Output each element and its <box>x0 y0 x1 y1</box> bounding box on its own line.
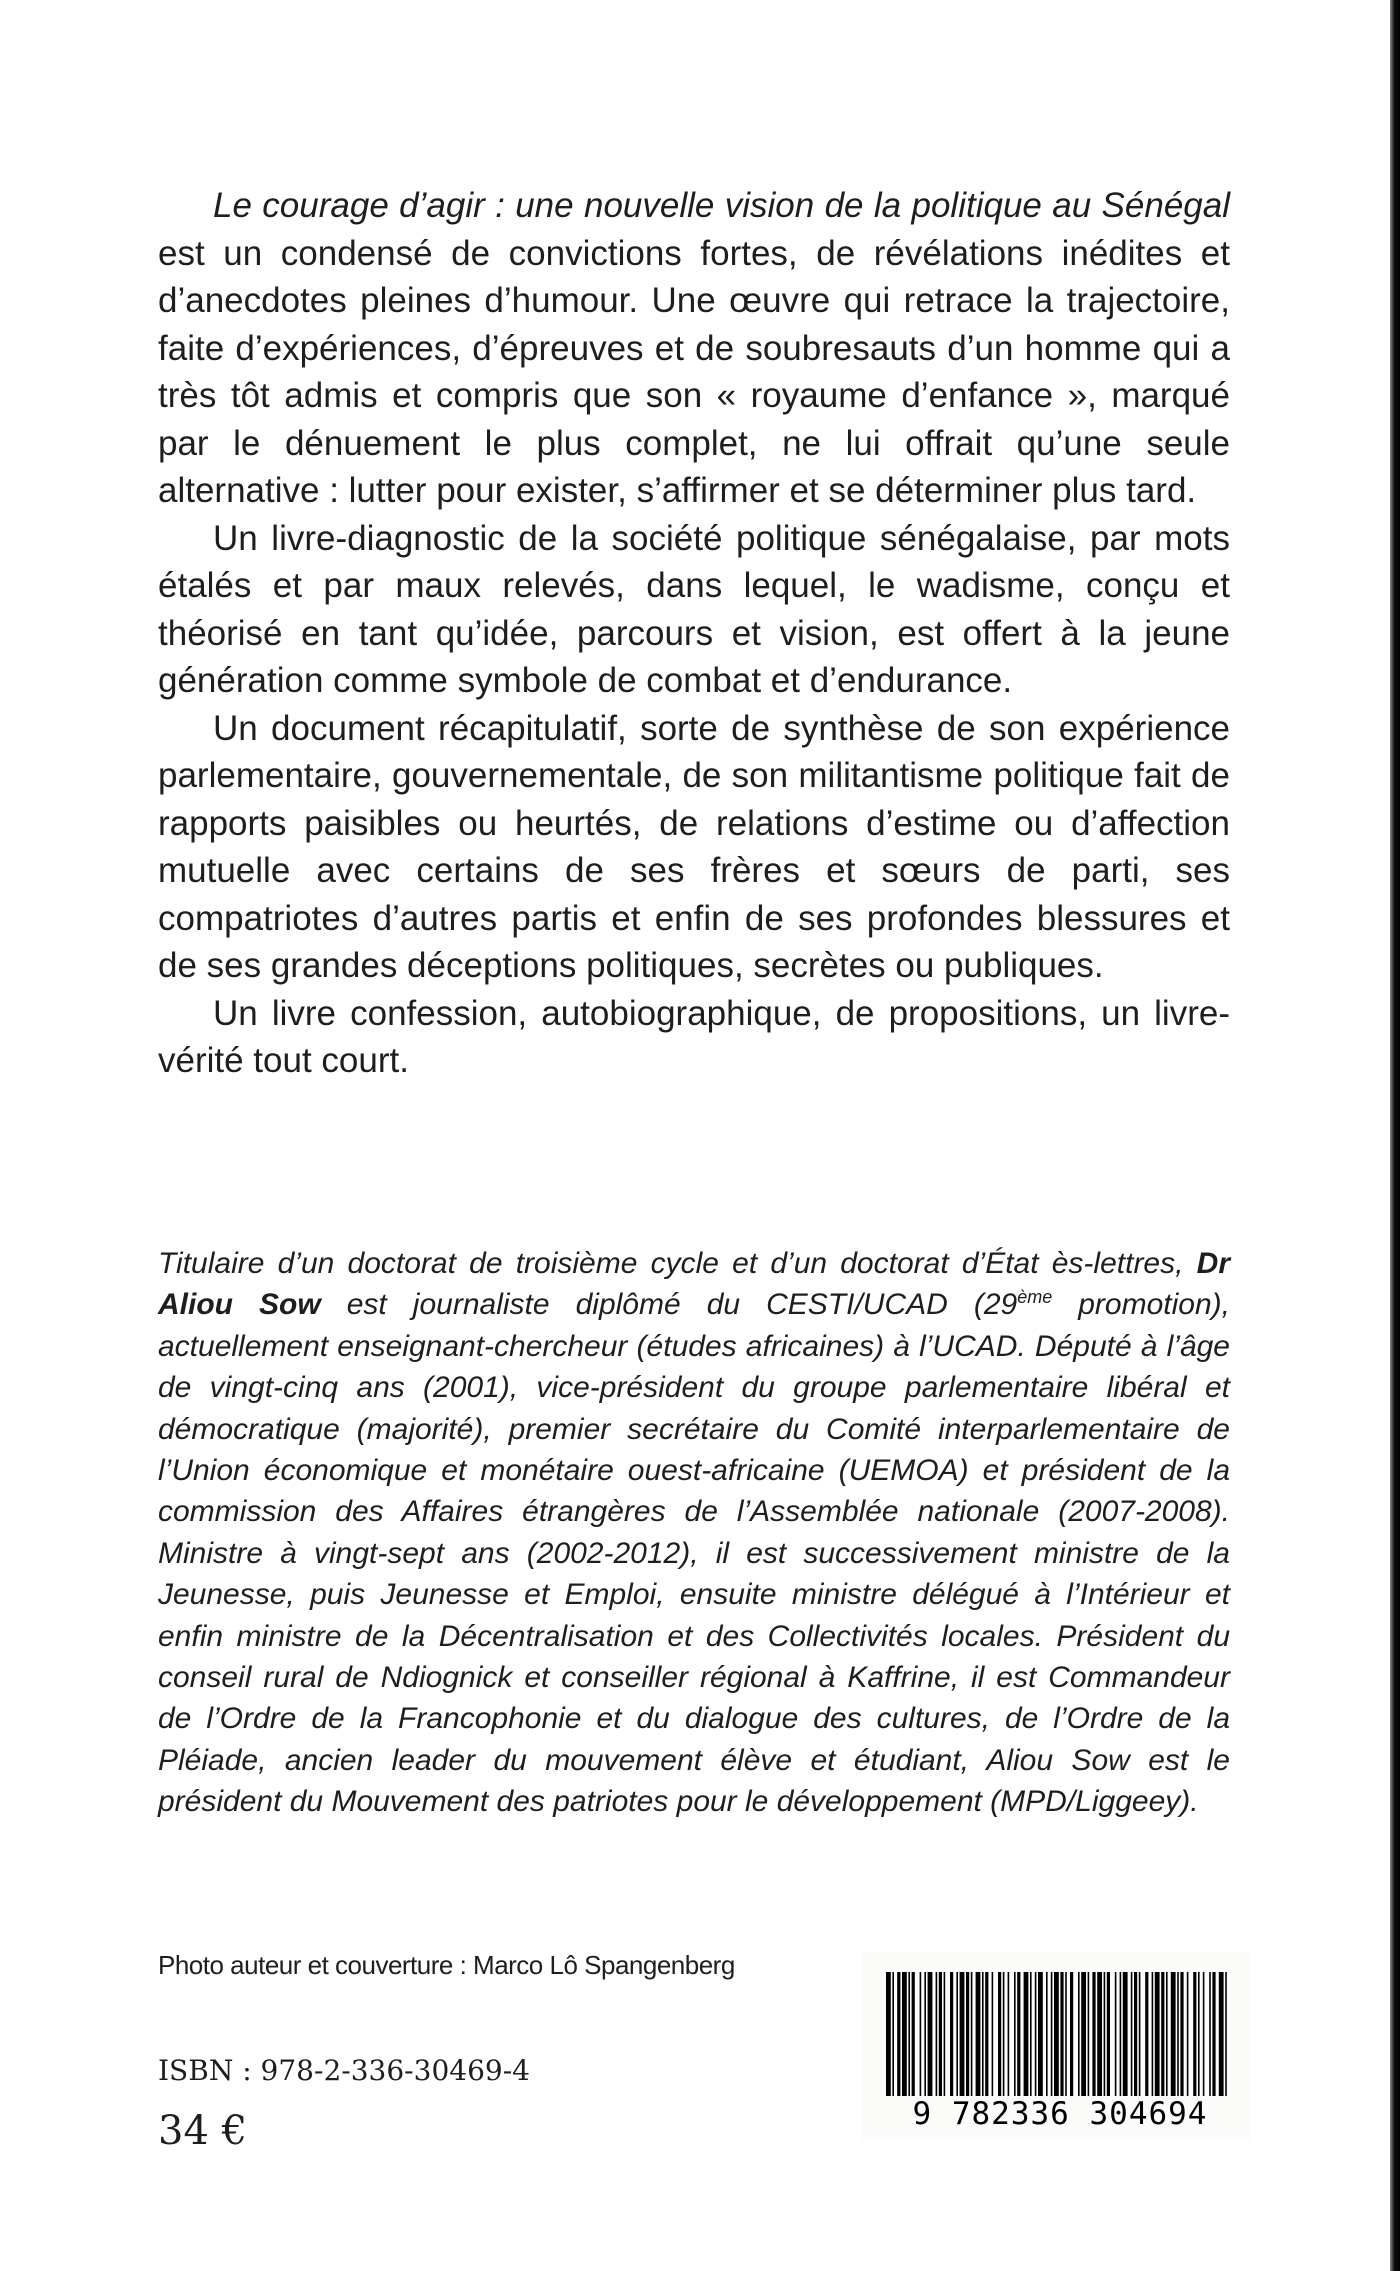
blurb-paragraph-3: Un document récapitulatif, sorte de synthèse de son expérience parlementaire, gouvernementale, de son militantisme politique fait de rapports paisibles ou heurtés, de relations d’estime ou d’affection mutuelle avec certains de ses frères et sœurs de parti, ses compatriotes d’autres partis et enfin de ses profondes blessures et de ses grandes déceptions politiques, secrètes ou publiques. <box>158 708 1230 985</box>
barcode-bar <box>1131 1972 1133 2102</box>
barcode-bar <box>897 1972 900 2102</box>
barcode-bar <box>912 1972 915 2102</box>
barcode-bar <box>998 1972 1001 2102</box>
barcode-bar <box>976 1972 981 2102</box>
cover-edge-line <box>1390 0 1400 2271</box>
barcode-bar <box>1225 1972 1227 2102</box>
barcode-bar <box>1212 1972 1215 2102</box>
barcode-bar <box>1070 1972 1073 2102</box>
barcode-bar <box>1060 1972 1063 2102</box>
barcode-bar <box>928 1972 933 2102</box>
barcode-bar <box>1123 1972 1128 2102</box>
barcode-bar <box>1161 1972 1164 2102</box>
barcode-bar <box>1139 1972 1141 2102</box>
author-name: Dr Aliou Sow <box>158 1247 1231 1322</box>
barcode-digits: 9 782336 304694 <box>874 2096 1246 2132</box>
barcode-bar <box>1097 1972 1102 2102</box>
barcode-bar <box>1203 1972 1205 2102</box>
barcode-bar <box>1078 1972 1080 2102</box>
blurb-paragraph-4: Un livre confession, autobiographique, de propositions, un livre-vérité tout court. <box>158 993 1230 1080</box>
blurb-paragraph-1-text: est un condensé de convictions fortes, de révélations inédites et d’anecdotes pleines d’humour. Une œuvre qui retrace la trajectoire, faite d’expériences, d’épreuves et de soubresauts d’un homme qui a très tôt admis et compris que son « royaume d’enfance », marqué par le dénuement le plus complet, ne lui offrait qu’une seule alternative : lutter pour exister, s’affirmer et se déterminer plus tard. <box>158 233 1230 510</box>
barcode-bar <box>939 1972 942 2102</box>
barcode-bar <box>1024 1972 1029 2102</box>
barcode-bar <box>1030 1972 1032 2102</box>
barcode-bar <box>950 1972 953 2102</box>
bio-text-1: est journaliste diplômé du CESTI/UCAD (29 <box>346 1288 1018 1322</box>
barcode-bar <box>1193 1972 1196 2102</box>
bio-text-2: promotion), actuellement enseignant-chercheur (études africaines) à l’UCAD. Député à l’âge de vingt-cinq ans (2001), vice-président du groupe parlementaire libéral et démocratique (majorité), premier secrétaire du Comité interparlementaire de l’Union économique et monétaire ouest-africaine (UEMOA) et président de la commission des Affaires étrangères de l’Assemblée nationale (2007-2008). Ministre à vingt-sept ans (2002-2012), il est successivement ministre de la Jeunesse, puis Jeunesse et Emploi, ensuite ministre délégué à l’Intérieur et enfin ministre de la Décentralisation et des Collectivités locales. Président du conseil rural de Ndiognick et conseiller régional à Kaffrine, il est Commandeur de l’Ordre de la Francophonie et du dialogue des cultures, de l’Ordre de la Pléiade, ancien leader du mouvement élève et étudiant, Aliou Sow est le président du Mouvement des patriotes pour le développement (MPD/Liggeey). <box>158 1288 1230 1819</box>
book-title: Le courage d’agir : une nouvelle vision de la politique au Sénégal <box>213 186 1230 225</box>
barcode-bar <box>1198 1972 1200 2102</box>
barcode-bar <box>1065 1972 1067 2102</box>
barcode-bar <box>1155 1972 1160 2102</box>
barcode-bar <box>1104 1972 1106 2102</box>
barcode-bar <box>985 1972 988 2102</box>
barcode-bar <box>1046 1972 1048 2102</box>
barcode-bar <box>892 1972 894 2102</box>
barcode-bar <box>1035 1972 1037 2102</box>
barcode-bar <box>1038 1972 1043 2102</box>
barcode-bar <box>920 1972 922 2102</box>
barcode-bar <box>1209 1972 1211 2102</box>
barcode-bar <box>1166 1972 1168 2102</box>
barcode-bar <box>992 1972 994 2102</box>
price: 34 € <box>158 2108 248 2154</box>
barcode-bar <box>1051 1972 1053 2102</box>
barcode-bar <box>886 1972 891 2102</box>
barcode-bar <box>1081 1972 1086 2102</box>
barcode-bar <box>1054 1972 1059 2102</box>
barcode-bar <box>1171 1972 1176 2102</box>
barcode-bar <box>960 1972 965 2102</box>
barcode <box>862 1952 1250 2140</box>
barcode-bar <box>1120 1972 1122 2102</box>
photo-credit: Photo auteur et couverture : Marco Lô Spangenberg <box>158 1950 735 1980</box>
barcode-bar <box>1107 1972 1110 2102</box>
bio-intro: Titulaire d’un doctorat de troisième cycle et d’un doctorat d’État ès-lettres, <box>158 1247 1184 1280</box>
ordinal-suffix: ème <box>1017 1287 1053 1308</box>
author-biography <box>158 1243 1230 1823</box>
barcode-bar <box>908 1972 910 2102</box>
barcode-bar <box>936 1972 938 2102</box>
barcode-bar <box>1008 1972 1010 2102</box>
blurb-paragraph-1 <box>158 182 1230 515</box>
barcode-bar <box>956 1972 958 2102</box>
barcode-bar <box>1152 1972 1154 2102</box>
barcode-bar <box>1115 1972 1117 2102</box>
isbn-number: ISBN : 978-2-336-30469-4 <box>158 2054 530 2087</box>
barcode-bar <box>1180 1972 1183 2102</box>
barcode-bar <box>1003 1972 1005 2102</box>
barcode-bar <box>1134 1972 1137 2102</box>
barcode-bar <box>1145 1972 1148 2102</box>
barcode-bar <box>944 1972 946 2102</box>
barcode-bar <box>1088 1972 1090 2102</box>
barcode-bar <box>1219 1972 1224 2102</box>
barcode-bar <box>1187 1972 1189 2102</box>
barcode-bar <box>1177 1972 1179 2102</box>
barcode-bar <box>982 1972 984 2102</box>
barcode-bar <box>1014 1972 1016 2102</box>
back-cover-blurb <box>158 182 1230 1085</box>
barcode-bar <box>966 1972 969 2102</box>
barcode-bar <box>971 1972 973 2102</box>
barcode-bar <box>924 1972 926 2102</box>
blurb-paragraph-2: Un livre-diagnostic de la société politique sénégalaise, par mots étalés et par maux relevés, dans lequel, le wadisme, conçu et théorisé en tant qu’idée, parcours et vision, est offert à la jeune génération comme symbole de combat et d’endurance. <box>158 518 1230 700</box>
barcode-bar <box>1017 1972 1020 2102</box>
barcode-bar <box>902 1972 907 2102</box>
barcode-bar <box>1092 1972 1095 2102</box>
